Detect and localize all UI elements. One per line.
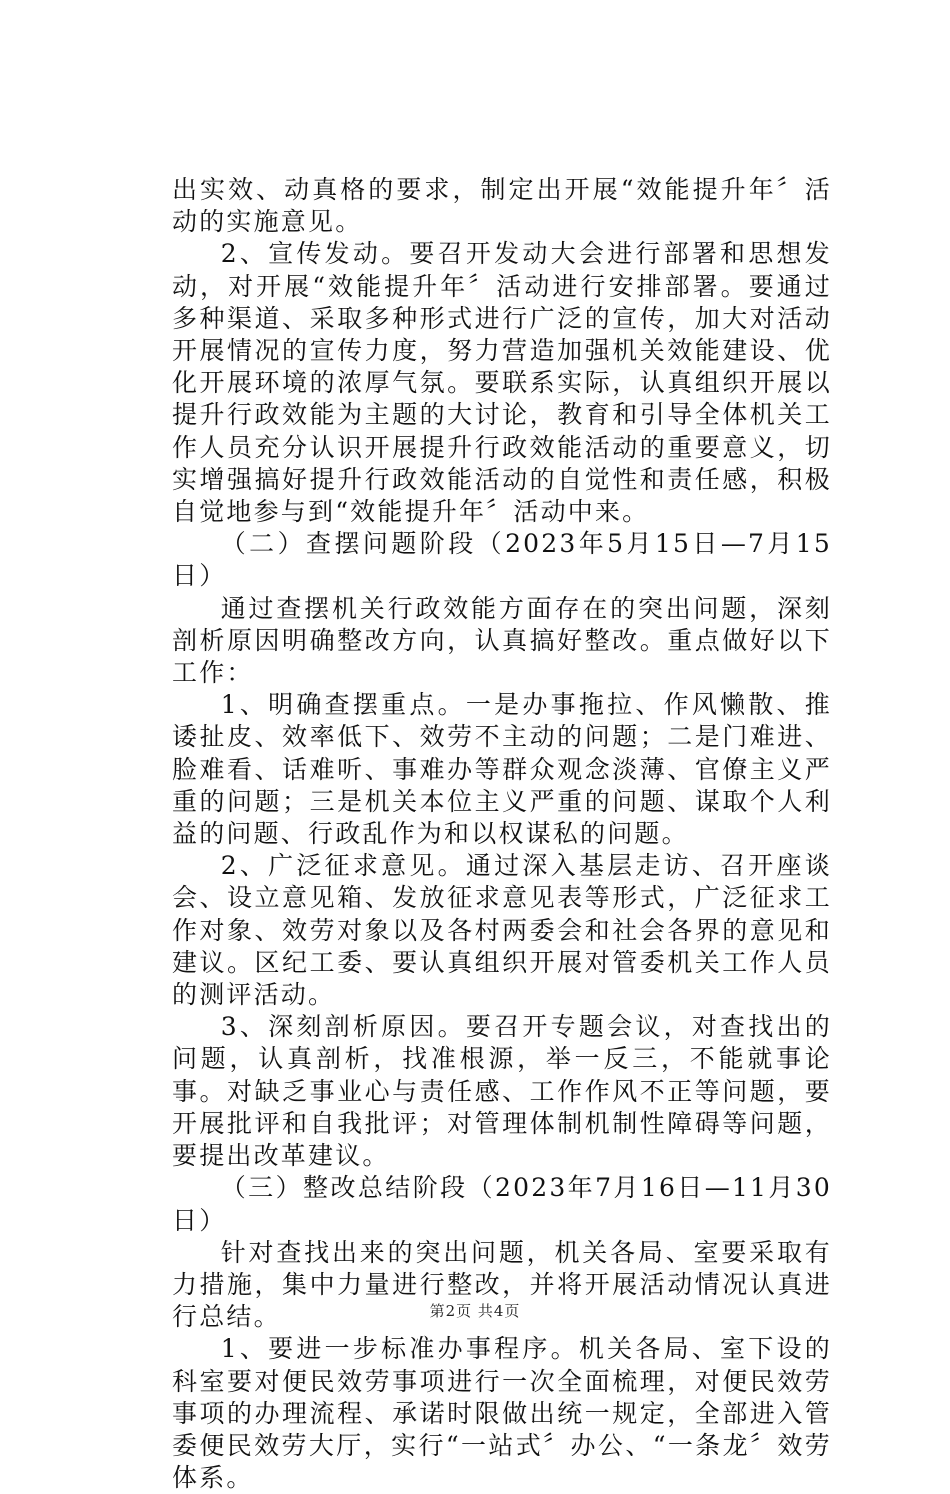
- section-heading-problem-review-phase: （二）查摆问题阶段（2023年5月15日—7月15日）: [172, 529, 832, 591]
- document-body: [172, 174, 832, 1494]
- page-number-footer: 第2页 共4页: [429, 1302, 521, 1320]
- paragraph-intro-continuation: 出实效、动真格的要求，制定出开展“效能提升年〞活动的实施意见。: [172, 175, 832, 237]
- paragraph-solicit-opinions: 2、广泛征求意见。通过深入基层走访、召开座谈会、设立意见箱、发放征求意见表等形式，广泛征求工作对象、效劳对象以及各村两委会和社会各界的意见和建议。区纪工委、要认真组织开展对管委机关工作人员的测评活动。: [172, 851, 832, 1010]
- paragraph-standardize-procedures: 1、要进一步标准办事程序。机关各局、室下设的科室要对便民效劳事项进行一次全面梳理，对便民效劳事项的办理流程、承诺时限做出统一规定，全部进入管委便民效劳大厅，实行“一站式〞办公、“一条龙〞效劳体系。: [172, 1334, 832, 1493]
- section-heading-rectification-phase: （三）整改总结阶段（2023年7月16日—11月30日）: [172, 1173, 832, 1235]
- paragraph-analyze-causes: 3、深刻剖析原因。要召开专题会议，对查找出的问题，认真剖析，找准根源，举一反三，不能就事论事。对缺乏事业心与责任感、工作作风不正等问题，要开展批评和自我批评；对管理体制机制性障碍等问题，要提出改革建议。: [172, 1012, 832, 1171]
- paragraph-rectification-intro: 针对查找出来的突出问题，机关各局、室要采取有力措施，集中力量进行整改，并将开展活动情况认真进行总结。: [172, 1237, 832, 1332]
- paragraph-review-focus: 1、明确查摆重点。一是办事拖拉、作风懒散、推诿扯皮、效率低下、效劳不主动的问题；二是门难进、脸难看、话难听、事难办等群众观念淡薄、官僚主义严重的问题；三是机关本位主义严重的问题、谋取个人利益的问题、行政乱作为和以权谋私的问题。: [172, 690, 832, 849]
- paragraph-problem-review-intro: 通过查摆机关行政效能方面存在的突出问题，深刻剖析原因明确整改方向，认真搞好整改。重点做好以下工作：: [172, 593, 832, 688]
- paragraph-publicity-mobilization: 2、宣传发动。要召开发动大会进行部署和思想发动，对开展“效能提升年〞活动进行安排部署。要通过多种渠道、采取多种形式进行广泛的宣传，加大对活动开展情况的宣传力度，努力营造加强机关效能建设、优化开展环境的浓厚气氛。要联系实际，认真组织开展以提升行政效能为主题的大讨论，教育和引导全体机关工作人员充分认识开展提升行政效能活动的重要意义，切实增强搞好提升行政效能活动的自觉性和责任感，积极自觉地参与到“效能提升年〞活动中来。: [172, 239, 832, 527]
